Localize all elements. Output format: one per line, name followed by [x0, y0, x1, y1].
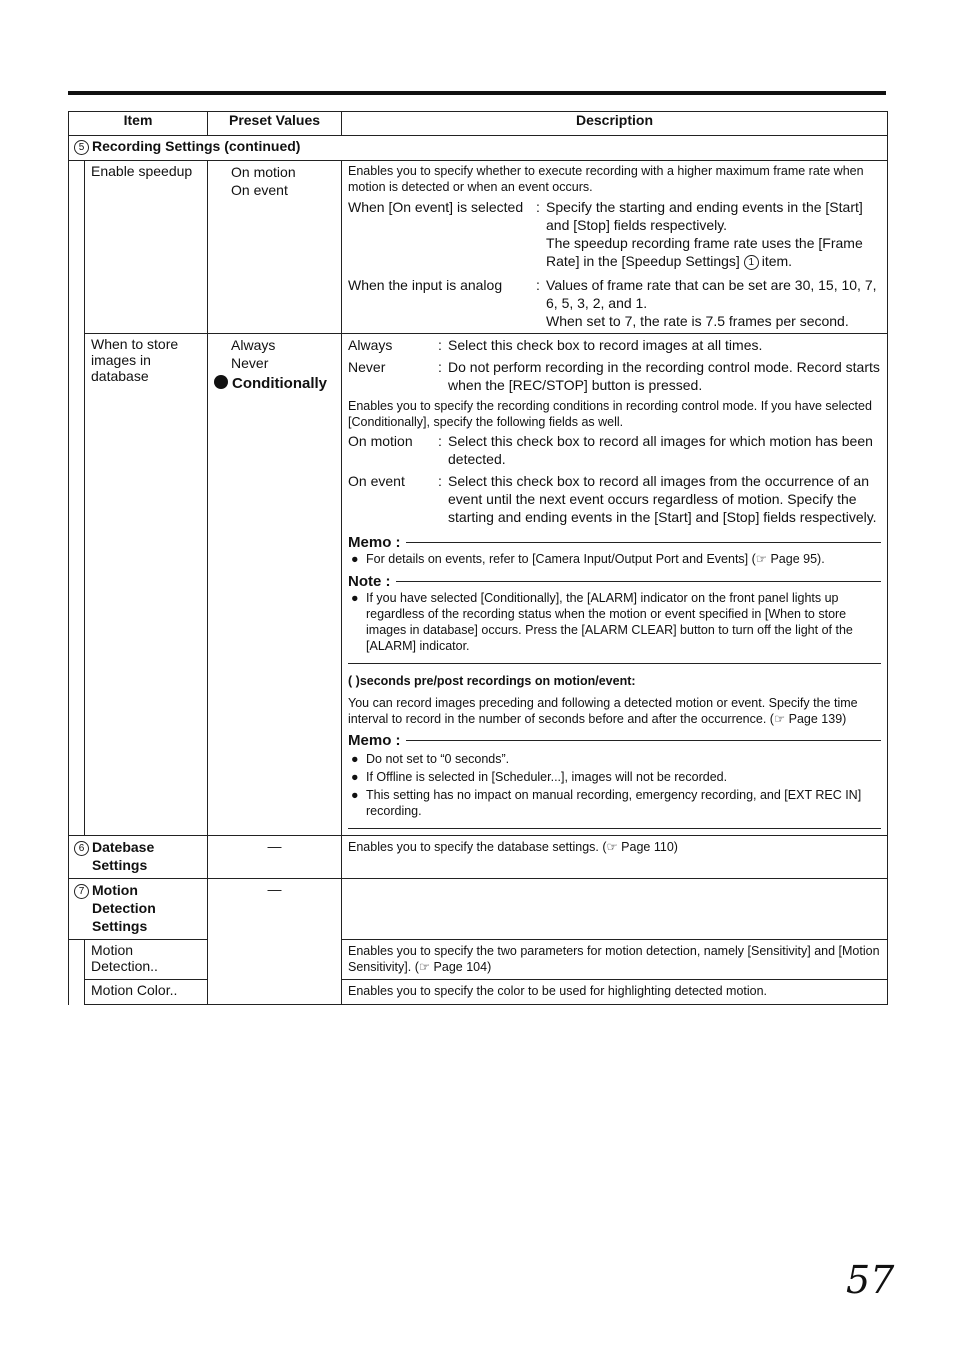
description-cell: Enables you to specify the two parameters for motion detection, namely [Sensitivity] and [Motion Sensitivity]. (☞ Page 104)	[342, 940, 888, 980]
section-heading-7: 7 Motion Detection Settings	[69, 879, 208, 940]
desc-value	[546, 276, 881, 330]
desc-value: Select this check box to record all images for which motion has been detected.	[448, 433, 873, 467]
colon: :	[536, 277, 540, 293]
desc-value	[546, 198, 881, 270]
section-title: Recording Settings (continued)	[92, 138, 301, 154]
desc-row	[348, 336, 881, 354]
colon: :	[438, 359, 442, 375]
desc-label: On event	[348, 473, 405, 489]
desc-row	[348, 472, 881, 526]
desc-value: Select this check box to record all images from the occurrence of an event until the next event occurs regardless of motion. Specify the starting and ending events in the [Start] and [Stop] fields respectively.	[448, 473, 877, 525]
table-row	[69, 879, 888, 940]
colon: :	[438, 433, 442, 449]
desc-label: When [On event] is selected	[348, 199, 524, 215]
desc-row	[348, 432, 881, 468]
circled-number: 6	[74, 841, 89, 856]
circled-number: 1	[744, 255, 759, 270]
divider	[348, 828, 881, 829]
preset-cell: —	[208, 836, 342, 879]
settings-table	[68, 111, 888, 1005]
table-row	[69, 836, 888, 879]
preset-value: Always	[231, 337, 276, 353]
circled-number: 7	[74, 884, 89, 899]
item-cell: Enable speedup	[85, 161, 208, 334]
indent-spacer	[69, 940, 85, 1005]
list-item: ● Do not set to “0 seconds”.	[348, 751, 881, 767]
table-row	[69, 334, 888, 836]
desc-row	[348, 276, 881, 330]
list-item: ● For details on events, refer to [Camera Input/Output Port and Events] (☞ Page 95).	[348, 551, 881, 567]
bullet-icon: ●	[351, 552, 359, 566]
page-number: 57	[846, 1258, 895, 1302]
desc-row	[348, 198, 881, 270]
desc-row	[348, 358, 881, 394]
default-marker-icon	[214, 375, 228, 389]
desc-label: Always	[348, 337, 393, 353]
bullet-icon: ●	[351, 591, 359, 605]
preset-value: On motion	[231, 164, 296, 180]
desc-label: When the input is analog	[348, 277, 503, 293]
desc-label: Never	[348, 359, 386, 375]
circled-number: 5	[74, 140, 89, 155]
prepost-description: You can record images preceding and following a detected motion or event. Specify the time interval to record in the number of seconds before and after the occurrence. (☞ Page 139)	[348, 696, 858, 726]
desc-label: On motion	[348, 433, 413, 449]
desc-value: Do not perform recording in the recording control mode. Record starts when the [REC/STOP] button is pressed.	[448, 359, 880, 393]
memo-heading: Memo :	[348, 732, 881, 749]
bullet-icon: ●	[351, 788, 359, 802]
section-heading-5	[69, 136, 888, 161]
desc-intro: Enables you to specify whether to execute recording with a higher maximum frame rate when motion is detected or when an event occurs.	[348, 164, 864, 194]
colon: :	[536, 199, 540, 215]
top-rule	[68, 91, 886, 95]
preset-cell	[208, 161, 342, 334]
description-cell	[342, 334, 888, 836]
bullet-icon: ●	[351, 770, 359, 784]
list-item: ● If you have selected [Conditionally], the [ALARM] indicator on the front panel lights up regardless of the recording status when the motion or event specified in [When to store images in database] occurs. Press the [ALARM CLEAR] button to turn off the light of the [ALARM] indicator.	[348, 590, 881, 654]
prepost-title: ( )seconds pre/post recordings on motion/event:	[348, 674, 636, 688]
preset-value: Never	[231, 355, 269, 371]
item-cell: When to store images in database	[85, 334, 208, 836]
desc-paragraph: Enables you to specify the recording conditions in recording control mode. If you have selected [Conditionally], specify the following fields as well.	[348, 399, 872, 429]
description-cell: Enables you to specify the database settings. (☞ Page 110)	[342, 836, 888, 879]
indent-spacer	[69, 161, 85, 836]
item-cell: Motion Detection..	[85, 940, 208, 980]
divider	[348, 663, 881, 664]
preset-default: Conditionally	[214, 374, 341, 394]
list-item: ● This setting has no impact on manual recording, emergency recording, and [EXT REC IN] recording.	[348, 787, 881, 819]
description-cell	[342, 161, 888, 334]
section-heading-6: 6 Datebase Settings	[69, 836, 208, 879]
preset-cell	[208, 334, 342, 836]
list-item: ● If Offline is selected in [Scheduler...], images will not be recorded.	[348, 769, 881, 785]
colon: :	[438, 337, 442, 353]
desc-line: Specify the starting and ending events in the [Start] and [Stop] fields respectively.	[546, 199, 863, 233]
preset-cell: —	[208, 879, 342, 1005]
desc-value: Select this check box to record images at all times.	[448, 337, 763, 353]
note-heading: Note :	[348, 573, 881, 590]
section-row	[69, 136, 888, 161]
desc-line: Values of frame rate that can be set are 30, 15, 10, 7, 6, 5, 3, 2, and 1.	[546, 277, 877, 311]
table-row	[69, 161, 888, 334]
item-cell: Motion Color..	[85, 980, 208, 1005]
description-cell	[342, 879, 888, 940]
table-row	[69, 980, 888, 1005]
table-row	[69, 940, 888, 980]
desc-line: When set to 7, the rate is 7.5 frames per second.	[546, 313, 849, 329]
bullet-icon: ●	[351, 752, 359, 766]
memo-heading: Memo :	[348, 534, 881, 551]
header-preset: Preset Values	[208, 112, 342, 136]
description-cell: Enables you to specify the color to be used for highlighting detected motion.	[342, 980, 888, 1005]
table-header-row	[69, 112, 888, 136]
preset-value: On event	[231, 182, 288, 198]
header-item: Item	[69, 112, 208, 136]
header-description: Description	[342, 112, 888, 136]
desc-line: The speedup recording frame rate uses the [Frame Rate] in the [Speedup Settings] 1 item.	[546, 235, 863, 269]
colon: :	[438, 473, 442, 489]
